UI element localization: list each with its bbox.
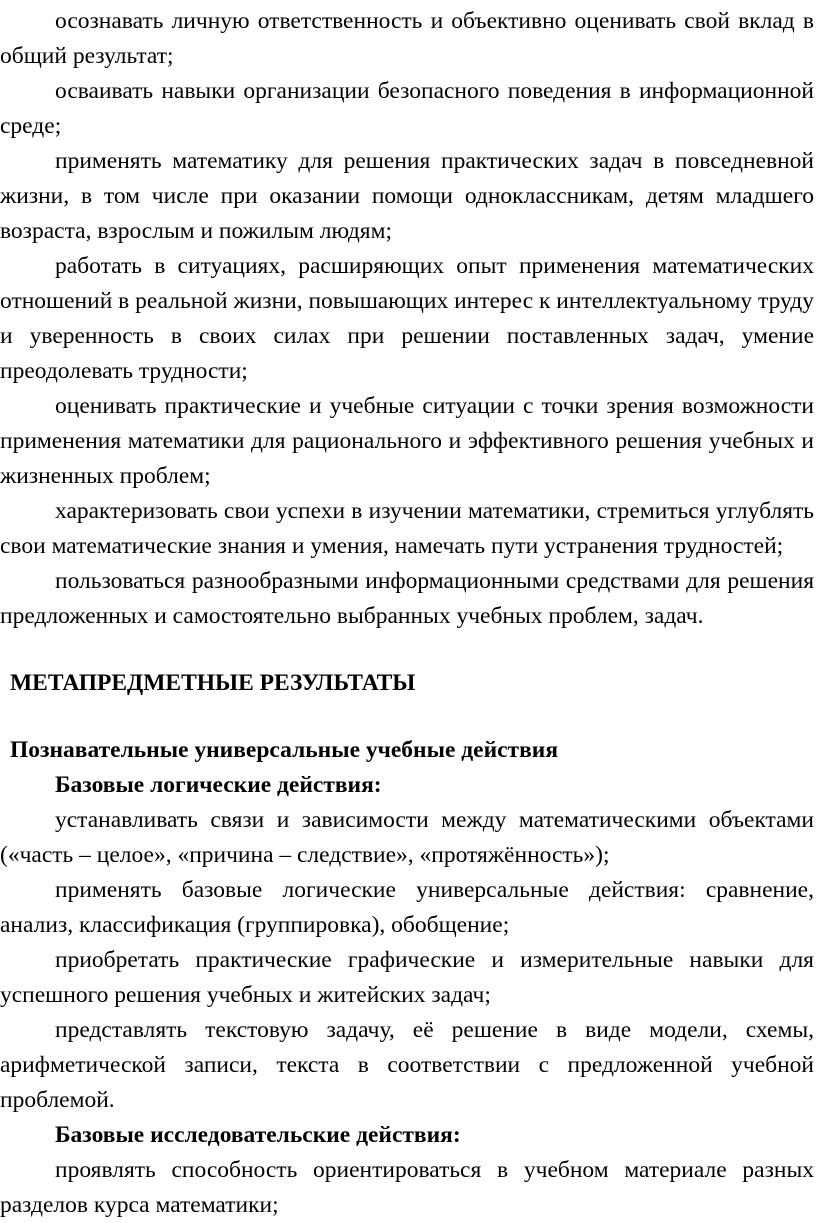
subsection-title: Познавательные универсальные учебные действия	[10, 737, 559, 763]
paragraph: оценивать практические и учебные ситуации с точки зрения возможности применения математики для рационального и эффективного решения учебных и жизненных проблем;	[0, 393, 814, 489]
research-actions-title: Базовые исследовательские действия:	[55, 1122, 461, 1148]
list-item: приобретать практические графические и измерительные навыки для успешного решения учебных и житейских задач;	[0, 947, 814, 1008]
paragraph: осознавать личную ответственность и объективно оценивать свой вклад в общий результат;	[0, 8, 814, 69]
paragraph: осваивать навыки организации безопасного поведения в информационной среде;	[0, 78, 814, 139]
list-item: устанавливать связи и зависимости между математическими объектами («часть – целое», «причина – следствие», «протяжённость»);	[0, 807, 814, 868]
paragraph: работать в ситуациях, расширяющих опыт применения математических отношений в реальной жизни, повышающих интерес к интеллектуальному труду и уверенность в своих силах при решении поставленных задач, умение преодолевать трудности;	[0, 253, 814, 384]
list-item: проявлять способность ориентироваться в учебном материале разных разделов курса математики;	[0, 1157, 814, 1218]
paragraph: характеризовать свои успехи в изучении математики, стремиться углублять свои математические знания и умения, намечать пути устранения трудностей;	[0, 498, 814, 559]
paragraph: пользоваться разнообразными информационными средствами для решения предложенных и самостоятельно выбранных учебных проблем, задач.	[0, 568, 814, 629]
section-title: МЕТАПРЕДМЕТНЫЕ РЕЗУЛЬТАТЫ	[10, 670, 416, 696]
logical-actions-title: Базовые логические действия:	[55, 772, 382, 798]
list-item: применять базовые логические универсальные действия: сравнение, анализ, классификация (группировка), обобщение;	[0, 877, 814, 938]
list-item: представлять текстовую задачу, её решение в виде модели, схемы, арифметической записи, текста в соответствии с предложенной учебной проблемой.	[0, 1017, 814, 1113]
paragraph: применять математику для решения практических задач в повседневной жизни, в том числе при оказании помощи одноклассникам, детям младшего возраста, взрослым и пожилым людям;	[0, 148, 814, 244]
